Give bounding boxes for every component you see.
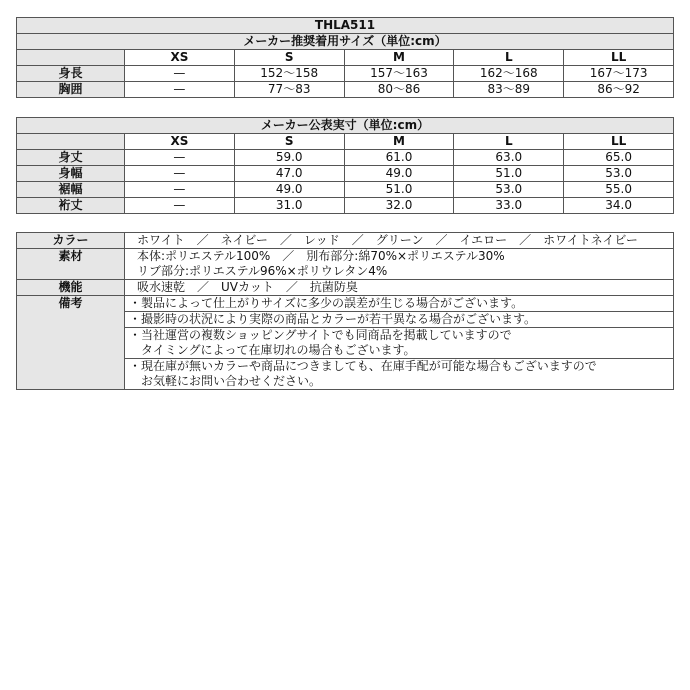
- material-label: 素材: [17, 249, 125, 280]
- table-cell: —: [125, 66, 235, 82]
- size-header-row: [17, 134, 674, 150]
- row-label-hem-width: 裾幅: [17, 182, 125, 198]
- size-m: M: [344, 134, 454, 150]
- table-cell: 51.0: [344, 182, 454, 198]
- size-s: S: [234, 50, 344, 66]
- table-cell: —: [125, 198, 235, 214]
- table-cell: 65.0: [564, 150, 674, 166]
- table-row: [17, 182, 674, 198]
- table-row: [17, 150, 674, 166]
- table-cell: —: [125, 82, 235, 98]
- note-text: ・現在庫が無いカラーや商品につきましても、在庫手配が可能な場合もございますので: [129, 359, 597, 373]
- table-cell: 33.0: [454, 198, 564, 214]
- note-item: [125, 328, 674, 359]
- size-m: M: [344, 50, 454, 66]
- note-text: ・当社運営の複数ショッピングサイトでも同商品を掲載していますので: [129, 328, 512, 342]
- row-label-body-length: 身丈: [17, 150, 125, 166]
- material-row: [17, 249, 674, 280]
- recommended-size-table: [16, 17, 674, 98]
- recommended-title: メーカー推奨着用サイズ（単位:cm）: [17, 34, 674, 50]
- table-cell: 32.0: [344, 198, 454, 214]
- note-text: ・撮影時の状況により実際の商品とカラーが若干異なる場合がございます。: [129, 312, 537, 326]
- size-xs: XS: [125, 50, 235, 66]
- table-cell: 152〜158: [234, 66, 344, 82]
- table-cell: 55.0: [564, 182, 674, 198]
- table-cell: 49.0: [234, 182, 344, 198]
- table-cell: 53.0: [454, 182, 564, 198]
- table-cell: 59.0: [234, 150, 344, 166]
- actual-size-table: [16, 117, 674, 214]
- notes-row: [17, 296, 674, 312]
- table-cell: 53.0: [564, 166, 674, 182]
- table-cell: 167〜173: [564, 66, 674, 82]
- table-row: [17, 82, 674, 98]
- color-row: [17, 233, 674, 249]
- material-value: [125, 249, 674, 280]
- note-text-continued: お気軽にお問い合わせください。: [129, 374, 322, 388]
- notes-label: 備考: [17, 296, 125, 390]
- size-ll: LL: [564, 134, 674, 150]
- table-cell: 80〜86: [344, 82, 454, 98]
- table-cell: 47.0: [234, 166, 344, 182]
- row-label-body-width: 身幅: [17, 166, 125, 182]
- row-label-chest: 胸囲: [17, 82, 125, 98]
- table-cell: 51.0: [454, 166, 564, 182]
- function-label: 機能: [17, 280, 125, 296]
- note-item: [125, 296, 674, 312]
- table-cell: 34.0: [564, 198, 674, 214]
- table-cell: —: [125, 182, 235, 198]
- table-row: [17, 166, 674, 182]
- table-cell: 49.0: [344, 166, 454, 182]
- table-cell: 63.0: [454, 150, 564, 166]
- corner-cell: [17, 50, 125, 66]
- size-ll: LL: [564, 50, 674, 66]
- color-label: カラー: [17, 233, 125, 249]
- size-xs: XS: [125, 134, 235, 150]
- size-s: S: [234, 134, 344, 150]
- note-item: [125, 359, 674, 390]
- note-item: [125, 312, 674, 328]
- table-cell: 61.0: [344, 150, 454, 166]
- table-cell: 77〜83: [234, 82, 344, 98]
- size-header-row: [17, 50, 674, 66]
- function-row: [17, 280, 674, 296]
- size-l: L: [454, 134, 564, 150]
- table-cell: 83〜89: [454, 82, 564, 98]
- row-label-height: 身長: [17, 66, 125, 82]
- material-line-rib: リブ部分:ポリエステル96%×ポリウレタン4%: [137, 264, 388, 278]
- table-cell: 31.0: [234, 198, 344, 214]
- table-row: [17, 66, 674, 82]
- table-cell: 162〜168: [454, 66, 564, 82]
- note-text-continued: タイミングによって在庫切れの場合もございます。: [129, 343, 416, 357]
- material-line-body: 本体:ポリエステル100% ／ 別布部分:綿70%×ポリエステル30%: [137, 249, 505, 263]
- model-number: THLA511: [17, 18, 674, 34]
- actual-title: メーカー公表実寸（単位:cm）: [17, 118, 674, 134]
- table-cell: —: [125, 166, 235, 182]
- size-l: L: [454, 50, 564, 66]
- product-info-table: [16, 232, 674, 390]
- color-value: ホワイト ／ ネイビー ／ レッド ／ グリーン ／ イエロー ／ ホワイトネイビー: [125, 233, 674, 249]
- table-row: [17, 198, 674, 214]
- corner-cell: [17, 134, 125, 150]
- table-cell: 86〜92: [564, 82, 674, 98]
- table-cell: —: [125, 150, 235, 166]
- row-label-sleeve-length: 裄丈: [17, 198, 125, 214]
- function-value: 吸水速乾 ／ UVカット ／ 抗菌防臭: [125, 280, 674, 296]
- note-text: ・製品によって仕上がりサイズに多少の誤差が生じる場合がございます。: [129, 296, 524, 310]
- table-cell: 157〜163: [344, 66, 454, 82]
